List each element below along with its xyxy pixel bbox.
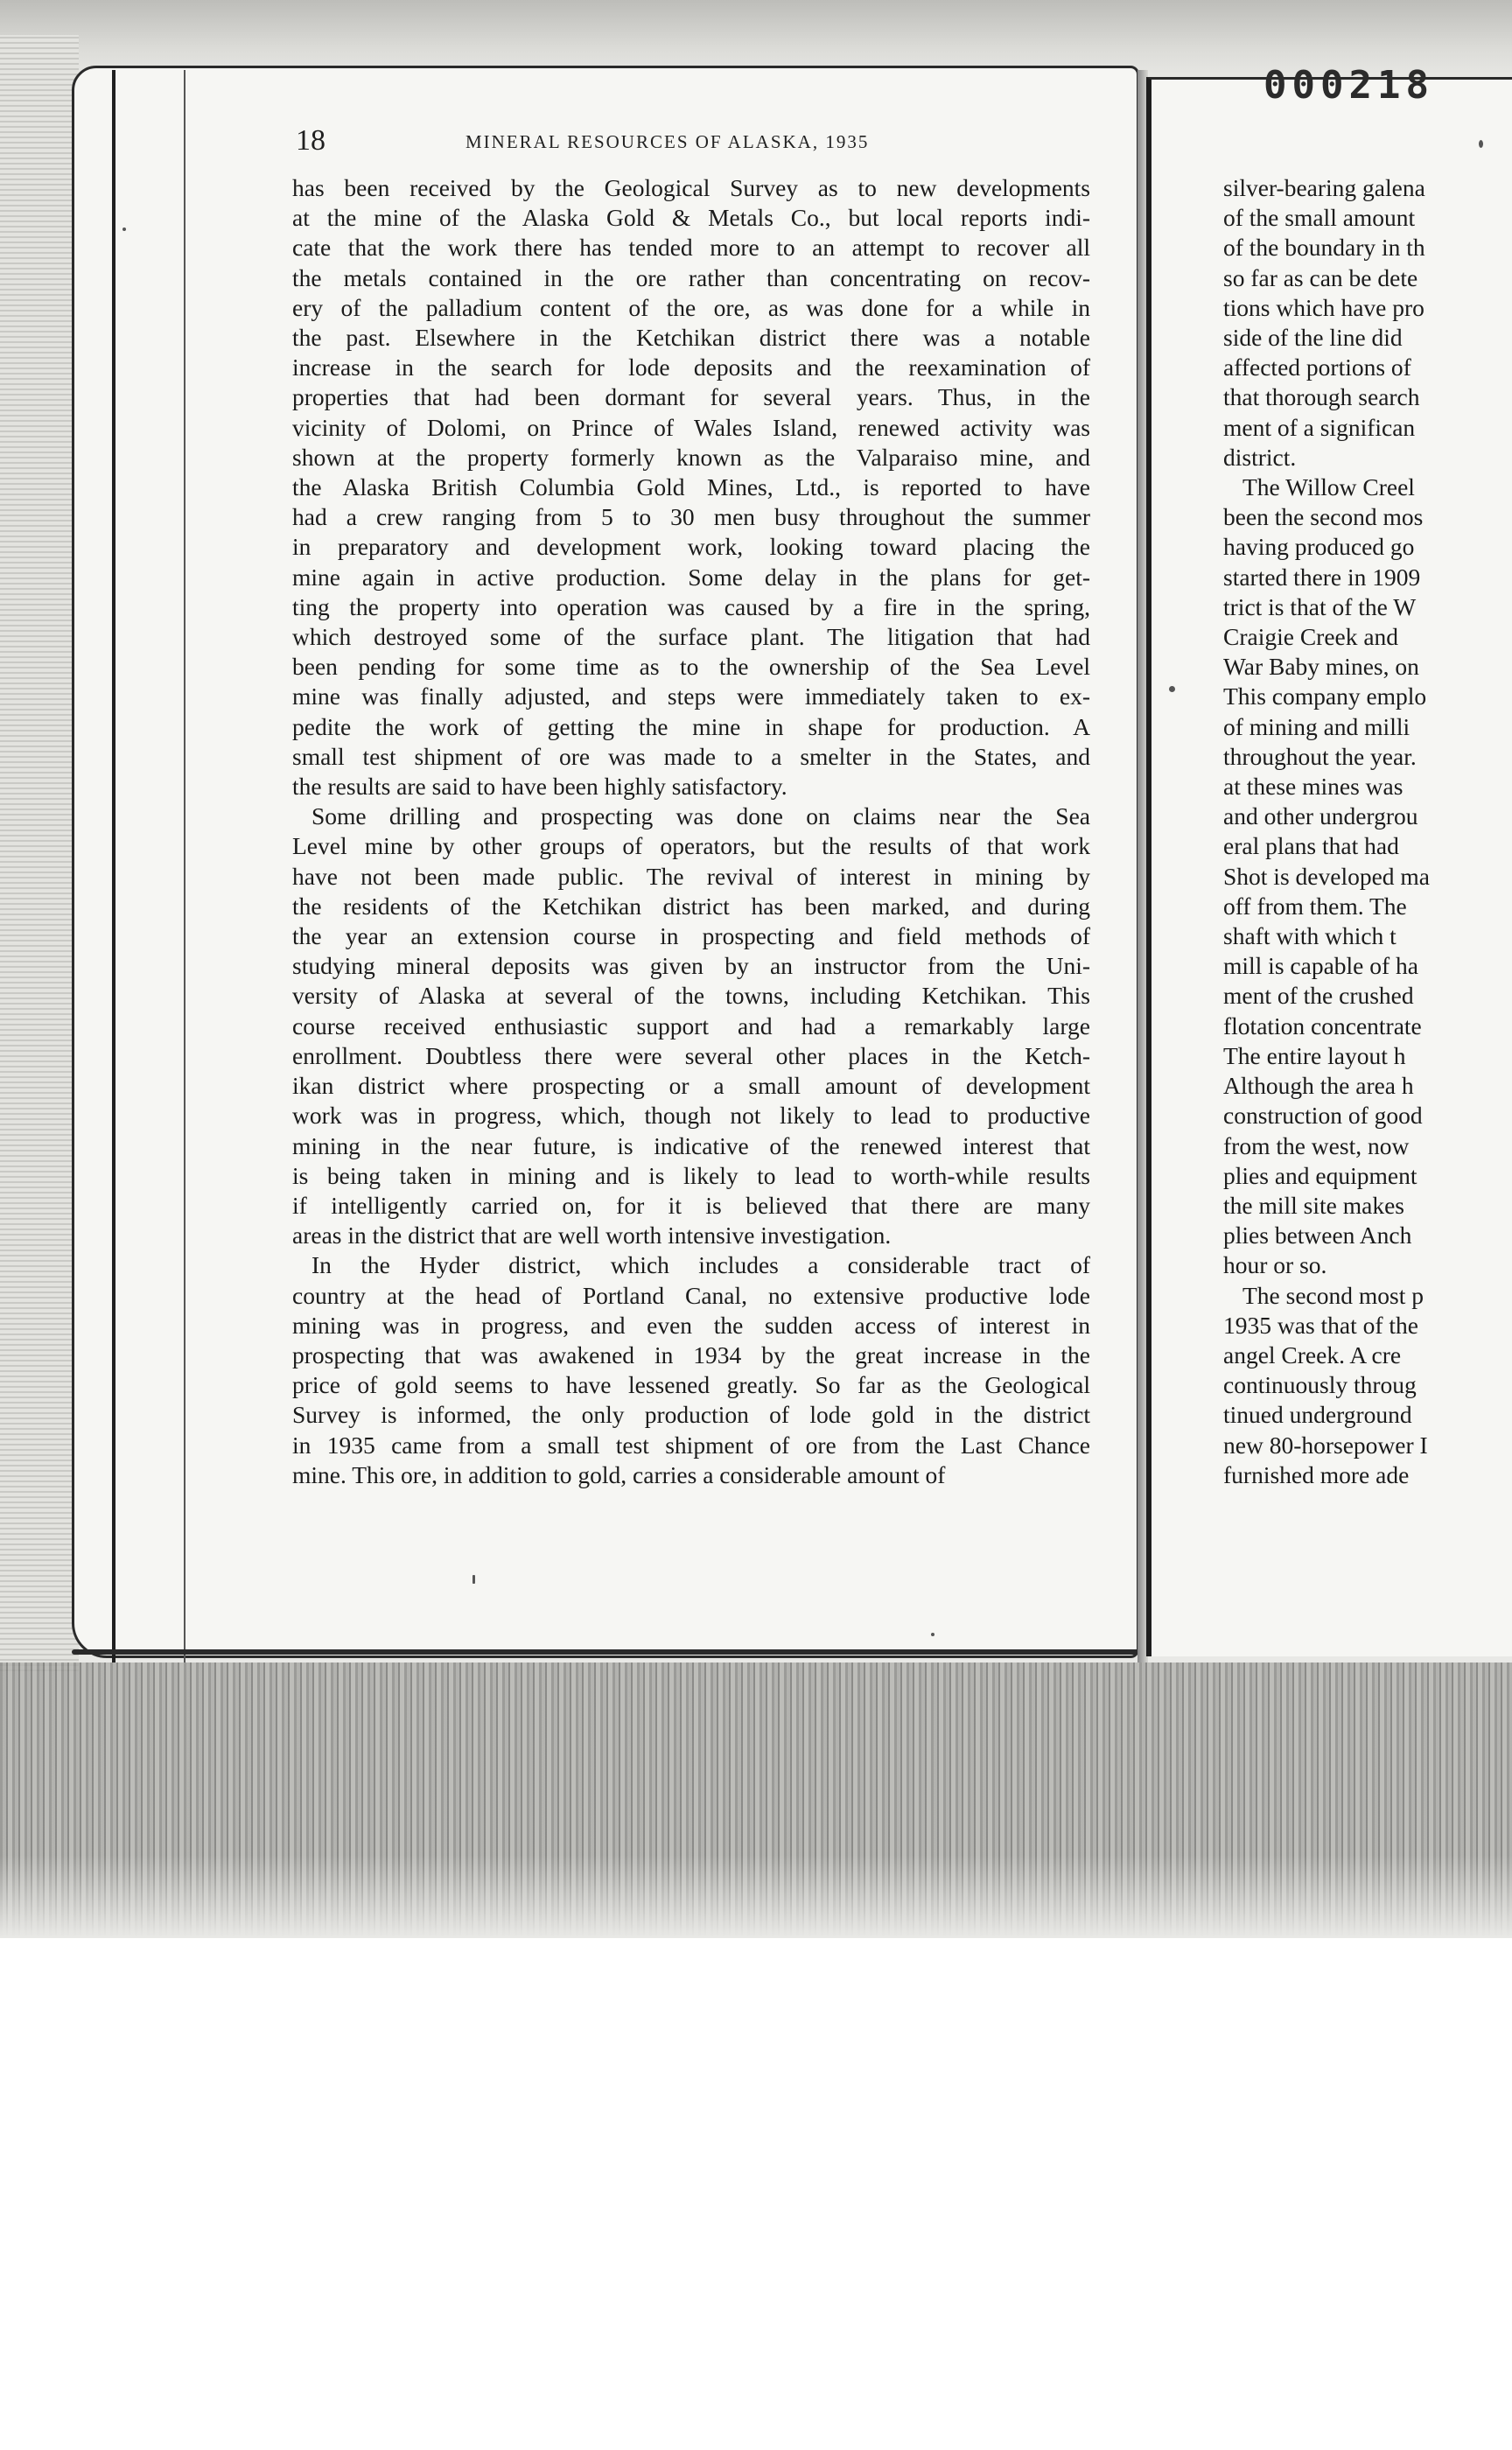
main-text-line: Survey is informed, the only production of lode gold in the district — [292, 1401, 1090, 1429]
right-text-line: mill is capable of ha — [1223, 952, 1418, 980]
main-text-line: if intelligently carried on, for it is believed that there are many — [292, 1191, 1090, 1219]
main-text-line: price of gold seems to have lessened greatly. So far as the Geological — [292, 1371, 1090, 1399]
right-text-line: having produced go — [1223, 533, 1415, 561]
right-text-line: from the west, now — [1223, 1131, 1410, 1159]
right-text-line: tinued underground — [1223, 1401, 1412, 1429]
main-text-line: been pending for some time as to the ownership of the Sea Level — [292, 653, 1090, 681]
right-text-line: and other undergrou — [1223, 802, 1418, 830]
right-text-line: of mining and milli — [1223, 712, 1410, 740]
main-text-line: course received enthusiastic support and had a remarkably large — [292, 1012, 1090, 1040]
right-text-line: hour or so. — [1223, 1251, 1327, 1279]
main-text-line: mine again in active production. Some delay in the plans for get- — [292, 563, 1090, 591]
main-text-line: shown at the property formerly known as the Valparaiso mine, and — [292, 443, 1090, 471]
main-text-line: the past. Elsewhere in the Ketchikan district there was a notable — [292, 324, 1090, 352]
page-stack-edge — [0, 35, 79, 1671]
right-text-line: This company emplo — [1223, 682, 1427, 710]
right-text-line: trict is that of the W — [1223, 592, 1417, 620]
right-text-line: started there in 1909 — [1223, 563, 1421, 591]
scan-bottom-fade — [0, 1855, 1512, 1938]
main-text-line: mining was in progress, and even the sudden access of interest in — [292, 1311, 1090, 1339]
main-text-line: In the Hyder district, which includes a considerable tract of — [312, 1251, 1090, 1279]
right-text-line: Craigie Creek and — [1223, 623, 1399, 651]
main-text-line: ting the property into operation was caused by a fire in the spring, — [292, 592, 1090, 620]
right-text-line: plies between Anch — [1223, 1222, 1412, 1250]
main-text-line: Some drilling and prospecting was done on claims near the Sea — [312, 802, 1090, 830]
main-text-line: studying mineral deposits was given by an instructor from the Uni- — [292, 952, 1090, 980]
right-text-line: flotation concentrate — [1223, 1012, 1422, 1040]
main-text-line: enrollment. Doubtless there were several other places in the Ketch- — [292, 1041, 1090, 1069]
main-text-line: mining in the near future, is indicative of the renewed interest that — [292, 1131, 1090, 1159]
right-text-line: silver-bearing galena — [1223, 174, 1425, 201]
main-text-line: the residents of the Ketchikan district has been marked, and during — [292, 892, 1090, 920]
scan-speck — [1479, 140, 1483, 148]
main-text-line: mine was finally adjusted, and steps were immediately taken to ex- — [292, 682, 1090, 710]
right-text-line: furnished more ade — [1223, 1460, 1410, 1488]
scan-speck — [122, 228, 126, 231]
right-text-line: shaft with which t — [1223, 922, 1396, 950]
left-inner-rule — [184, 70, 186, 1662]
right-text-line: construction of good — [1223, 1102, 1423, 1130]
right-text-line: plies and equipment — [1223, 1161, 1418, 1189]
main-text-line: vicinity of Dolomi, on Prince of Wales Island, renewed activity was — [292, 413, 1090, 441]
main-text-line: has been received by the Geological Survey as to new developments — [292, 174, 1090, 201]
main-text-line: cate that the work there has tended more to an attempt to recover all — [292, 234, 1090, 262]
main-text-line: the metals contained in the ore rather than concentrating on recov- — [292, 263, 1090, 291]
main-text-line: the year an extension course in prospecting and field methods of — [292, 922, 1090, 950]
main-text-line: versity of Alaska at several of the towns, including Ketchikan. This — [292, 982, 1090, 1010]
right-text-line: ment of a significan — [1223, 413, 1416, 441]
scan-speck — [472, 1575, 475, 1584]
right-text-line: eral plans that had — [1223, 832, 1399, 860]
right-text-line: off from them. The — [1223, 892, 1407, 920]
main-text-line: the results are said to have been highly satisfactory. — [292, 773, 788, 801]
right-text-line: tions which have pro — [1223, 293, 1424, 321]
right-text-line: throughout the year. — [1223, 742, 1417, 770]
scan-speck — [931, 1633, 934, 1636]
right-text-line: so far as can be dete — [1223, 263, 1418, 291]
main-text-line: prospecting that was awakened in 1934 by the great increase in the — [292, 1340, 1090, 1368]
main-text-line: work was in progress, which, though not likely to lead to productive — [292, 1102, 1090, 1130]
main-text-line: the Alaska British Columbia Gold Mines, Ltd., is reported to have — [292, 473, 1090, 501]
main-text-line: small test shipment of ore was made to a smelter in the States, and — [292, 742, 1090, 770]
main-text-line: pedite the work of getting the mine in shape for production. A — [292, 712, 1090, 740]
page-header — [0, 124, 1512, 159]
right-text-column — [1223, 173, 1486, 1490]
main-text-line: ery of the palladium content of the ore, as was done for a while in — [292, 293, 1090, 321]
main-text-line: have not been made public. The revival of interest in mining by — [292, 862, 1090, 890]
main-text-line: at the mine of the Alaska Gold & Metals Co., but local reports indi- — [292, 204, 1090, 232]
right-text-line: the mill site makes — [1223, 1191, 1404, 1219]
right-text-line: side of the line did — [1223, 324, 1403, 352]
right-text-line: at these mines was — [1223, 773, 1404, 801]
right-text-line: War Baby mines, on — [1223, 653, 1419, 681]
left-page-bottom-edge — [72, 1649, 1139, 1655]
right-text-line: district. — [1223, 443, 1297, 471]
right-text-line: The Willow Creel — [1242, 473, 1415, 501]
right-text-line: new 80-horsepower I — [1223, 1431, 1428, 1459]
main-text-line: areas in the district that are well worth intensive investigation. — [292, 1222, 892, 1250]
right-text-line: Shot is developed ma — [1223, 862, 1431, 890]
right-text-line: that thorough search — [1223, 383, 1420, 411]
right-text-line: continuously throug — [1223, 1371, 1417, 1399]
right-text-line: Although the area h — [1223, 1072, 1414, 1100]
main-text-line: properties that had been dormant for several years. Thus, in the — [292, 383, 1090, 411]
main-text-line: which destroyed some of the surface plant. The litigation that had — [292, 623, 1090, 651]
right-text-line: 1935 was that of the — [1223, 1311, 1419, 1339]
right-text-line: been the second mos — [1223, 503, 1424, 531]
right-text-line: The second most p — [1242, 1281, 1424, 1309]
main-text-line: mine. This ore, in addition to gold, carries a considerable amount of — [292, 1460, 946, 1488]
right-text-line: ment of the crushed — [1223, 982, 1414, 1010]
page-number: 18 — [296, 124, 326, 157]
main-text-line: in 1935 came from a small test shipment of ore from the Last Chance — [292, 1431, 1090, 1459]
right-text-line: The entire layout h — [1223, 1041, 1406, 1069]
main-text-line: ikan district where prospecting or a small amount of development — [292, 1072, 1090, 1100]
right-text-line: of the boundary in th — [1223, 234, 1425, 262]
right-text-line: angel Creek. A cre — [1223, 1340, 1402, 1368]
main-text-line: in preparatory and development work, looking toward placing the — [292, 533, 1090, 561]
main-text-line: increase in the search for lode deposits and the reexamination of — [292, 354, 1090, 382]
left-binding-rule — [112, 70, 116, 1662]
main-text-line: is being taken in mining and is likely to lead to worth-while results — [292, 1161, 1090, 1189]
running-head: MINERAL RESOURCES OF ALASKA, 1935 — [466, 131, 870, 152]
scan-speck — [1169, 686, 1175, 692]
main-text-column — [292, 173, 1090, 1490]
right-text-line: affected portions of — [1223, 354, 1411, 382]
document-stamp: 000218 — [1264, 63, 1434, 108]
main-text-line: had a crew ranging from 5 to 30 men busy throughout the summer — [292, 503, 1090, 531]
right-text-line: of the small amount — [1223, 204, 1416, 232]
main-text-line: Level mine by other groups of operators, but the results of that work — [292, 832, 1090, 860]
main-text-line: country at the head of Portland Canal, no extensive productive lode — [292, 1281, 1090, 1309]
